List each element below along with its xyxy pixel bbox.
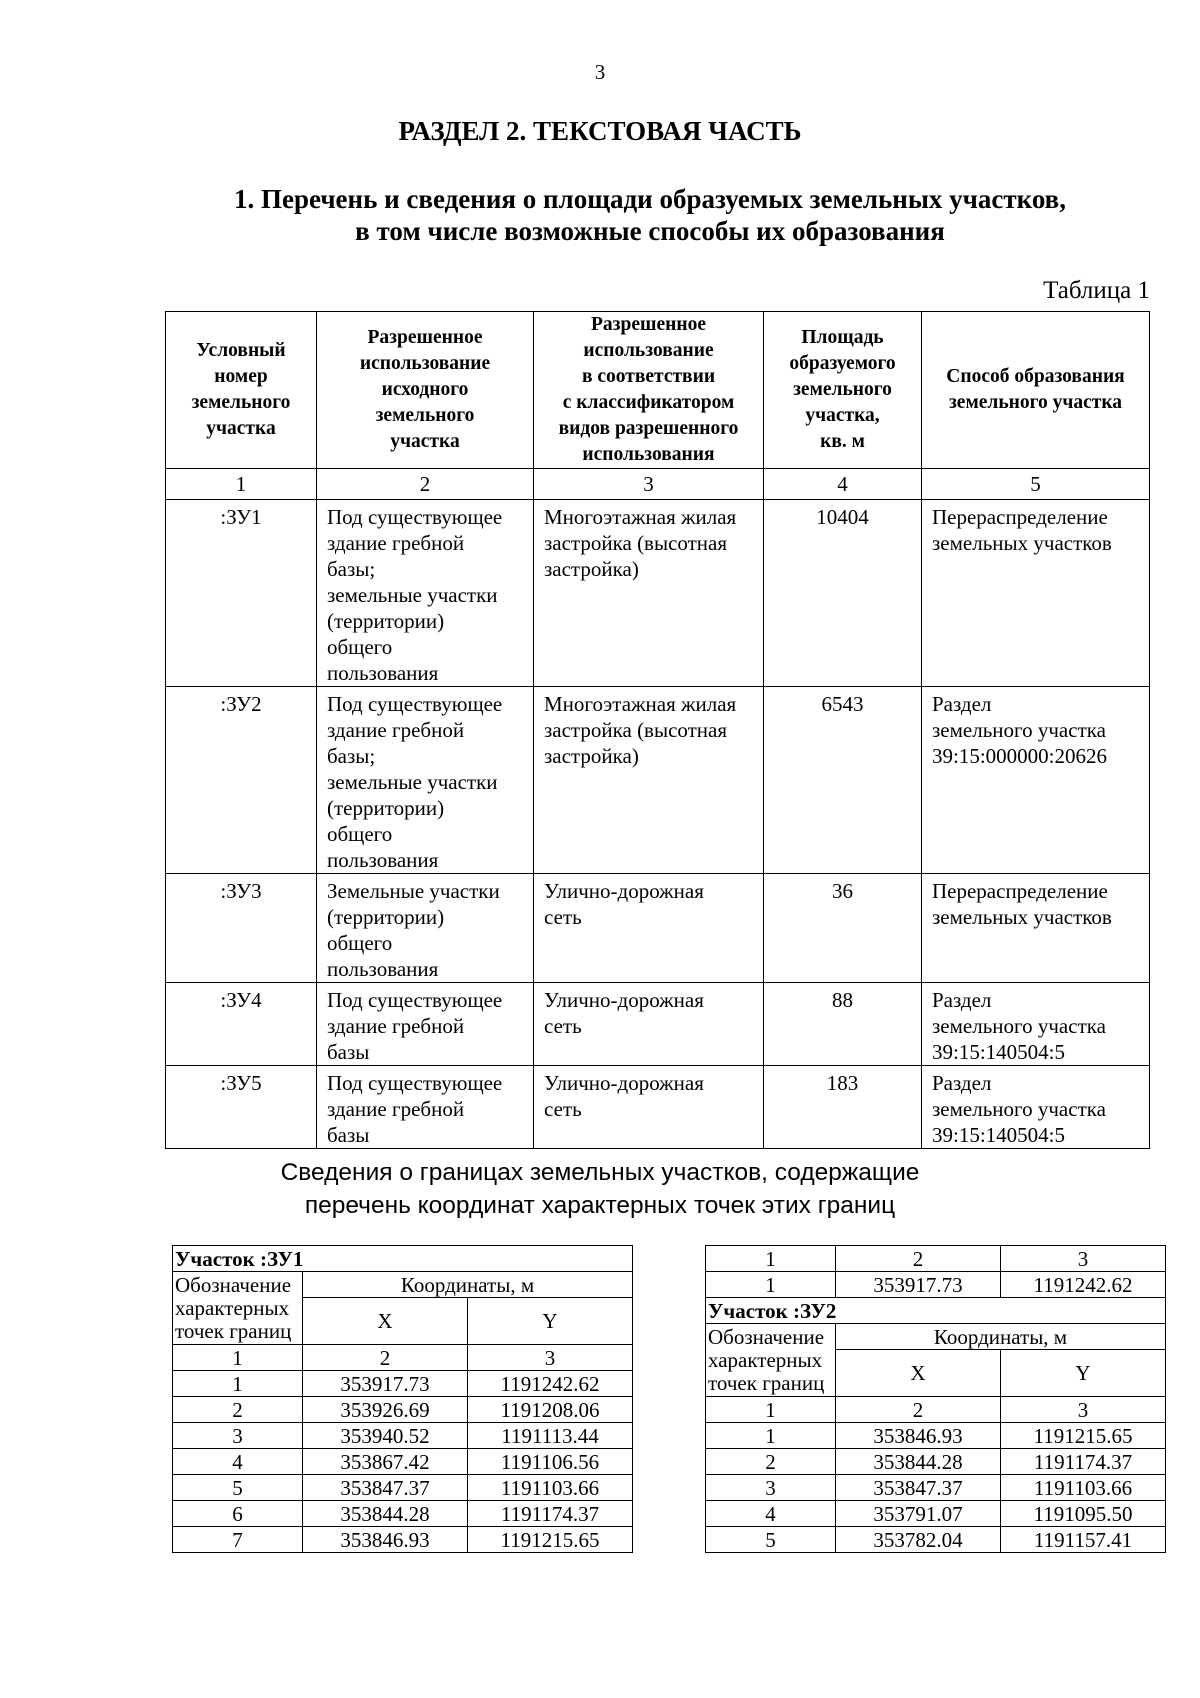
x-coordinate: 353846.93 bbox=[836, 1423, 1001, 1449]
plot-title-row bbox=[173, 1246, 633, 1272]
document-heading bbox=[150, 183, 1150, 247]
formation-method-line: земельных участков bbox=[932, 531, 1112, 555]
plot-number: :ЗУ5 bbox=[166, 1066, 317, 1149]
column-number: 3 bbox=[468, 1345, 633, 1371]
table-row bbox=[166, 1066, 1150, 1149]
column-number-row bbox=[173, 1345, 633, 1371]
point-number: 2 bbox=[706, 1449, 836, 1475]
formation-method-line: 39:15:140504:5 bbox=[932, 1040, 1066, 1064]
coord-header-row bbox=[173, 1272, 633, 1298]
original-use-line: пользования bbox=[327, 661, 439, 685]
column-header-line: использования bbox=[582, 444, 715, 465]
column-number: 4 bbox=[764, 469, 922, 500]
formation-method-line: земельного участка bbox=[932, 1014, 1106, 1038]
point-number: 4 bbox=[706, 1501, 836, 1527]
column-number: 1 bbox=[706, 1397, 836, 1423]
y-coordinate: 1191157.41 bbox=[1001, 1527, 1166, 1553]
formation-method-line: Раздел bbox=[932, 692, 992, 716]
classified-use-cell bbox=[534, 1066, 764, 1149]
column-number: 2 bbox=[317, 469, 534, 500]
plot-number: :ЗУ2 bbox=[166, 687, 317, 874]
classified-use-cell bbox=[534, 983, 764, 1066]
point-number: 7 bbox=[173, 1527, 303, 1553]
classified-use-line: застройка) bbox=[544, 557, 639, 581]
point-number: 1 bbox=[706, 1272, 836, 1298]
column-number: 1 bbox=[166, 469, 317, 500]
column-header-4 bbox=[764, 312, 922, 469]
table-row bbox=[173, 1423, 633, 1449]
x-coordinate: 353846.93 bbox=[303, 1527, 468, 1553]
table-row bbox=[166, 983, 1150, 1066]
classified-use-line: застройка) bbox=[544, 744, 639, 768]
original-use-line: (территории) bbox=[327, 905, 445, 929]
original-use-cell bbox=[317, 983, 534, 1066]
y-coordinate: 1191215.65 bbox=[468, 1527, 633, 1553]
plot-title-row bbox=[706, 1298, 1166, 1324]
designation-line: Обозначение bbox=[175, 1272, 292, 1297]
plot-area: 36 bbox=[764, 874, 922, 983]
designation-line: точек границ bbox=[175, 1318, 292, 1343]
column-number: 5 bbox=[922, 469, 1150, 500]
classified-use-line: сеть bbox=[544, 905, 582, 929]
original-use-cell bbox=[317, 687, 534, 874]
column-header-line: видов разрешенного bbox=[558, 418, 739, 439]
x-coordinate: 353917.73 bbox=[303, 1371, 468, 1397]
column-number: 1 bbox=[173, 1345, 303, 1371]
column-header-line: участка, bbox=[805, 405, 880, 426]
original-use-line: Под существующее bbox=[327, 505, 503, 529]
column-header-line: кв. м bbox=[820, 431, 865, 452]
column-header-line: земельного участка bbox=[948, 392, 1123, 413]
coordinates-heading-line-1: Сведения о границах земельных участков, содержащие bbox=[280, 1159, 920, 1186]
formation-method-line: 39:15:000000:20626 bbox=[932, 744, 1108, 768]
designation-header bbox=[706, 1324, 836, 1397]
original-use-line: Под существующее bbox=[327, 1071, 503, 1095]
y-coordinate: 1191106.56 bbox=[468, 1449, 633, 1475]
designation-line: Обозначение bbox=[708, 1324, 825, 1349]
x-coordinate: 353791.07 bbox=[836, 1501, 1001, 1527]
original-use-line: (территории) bbox=[327, 609, 445, 633]
point-number: 1 bbox=[706, 1423, 836, 1449]
column-number-row bbox=[706, 1246, 1166, 1272]
column-header-line: исходного bbox=[381, 379, 469, 400]
column-header-line: земельного bbox=[375, 405, 475, 426]
table-row bbox=[166, 500, 1150, 687]
y-coordinate: 1191103.66 bbox=[468, 1475, 633, 1501]
plot-area: 183 bbox=[764, 1066, 922, 1149]
table-row bbox=[173, 1475, 633, 1501]
table-row bbox=[173, 1449, 633, 1475]
page-number: 3 bbox=[594, 60, 606, 84]
original-use-line: Земельные участки bbox=[327, 879, 500, 903]
original-use-line: Под существующее bbox=[327, 988, 503, 1012]
original-use-line: пользования bbox=[327, 957, 439, 981]
heading-line-1: 1. Перечень и сведения о площади образуемых земельных участков, bbox=[234, 184, 1066, 214]
table-row bbox=[173, 1501, 633, 1527]
column-header-2 bbox=[317, 312, 534, 469]
y-coordinate: 1191208.06 bbox=[468, 1397, 633, 1423]
original-use-line: общего bbox=[327, 822, 393, 846]
classified-use-line: Улично-дорожная bbox=[544, 879, 704, 903]
plot-title: Участок :ЗУ2 bbox=[706, 1298, 1166, 1324]
original-use-line: Под существующее bbox=[327, 692, 503, 716]
coordinates-table-zu2 bbox=[705, 1245, 1166, 1553]
column-number: 2 bbox=[836, 1397, 1001, 1423]
column-header-line: с классификатором bbox=[562, 392, 735, 413]
y-label: Y bbox=[1001, 1350, 1166, 1397]
x-coordinate: 353940.52 bbox=[303, 1423, 468, 1449]
point-number: 1 bbox=[173, 1371, 303, 1397]
designation-header bbox=[173, 1272, 303, 1345]
plot-area: 6543 bbox=[764, 687, 922, 874]
point-number: 4 bbox=[173, 1449, 303, 1475]
formation-method-line: земельного участка bbox=[932, 1097, 1106, 1121]
y-coordinate: 1191242.62 bbox=[1001, 1272, 1166, 1298]
coordinates-heading-line-2: перечень координат характерных точек этих границ bbox=[304, 1192, 896, 1219]
column-number-row bbox=[706, 1397, 1166, 1423]
table-row bbox=[166, 687, 1150, 874]
table-row bbox=[173, 1397, 633, 1423]
original-use-line: общего bbox=[327, 635, 393, 659]
column-header-line: Площадь bbox=[801, 327, 884, 348]
column-number: 2 bbox=[303, 1345, 468, 1371]
table-row bbox=[706, 1449, 1166, 1475]
column-header-line: использование bbox=[583, 340, 714, 361]
formation-method-line: Раздел bbox=[932, 988, 992, 1012]
y-coordinate: 1191174.37 bbox=[1001, 1449, 1166, 1475]
formation-method-line: земельного участка bbox=[932, 718, 1106, 742]
x-label: X bbox=[303, 1298, 468, 1345]
x-coordinate: 353847.37 bbox=[303, 1475, 468, 1501]
column-header-5 bbox=[922, 312, 1150, 469]
original-use-cell bbox=[317, 1066, 534, 1149]
y-coordinate: 1191174.37 bbox=[468, 1501, 633, 1527]
column-number: 3 bbox=[1001, 1246, 1166, 1272]
original-use-line: пользования bbox=[327, 848, 439, 872]
point-number: 5 bbox=[173, 1475, 303, 1501]
designation-line: характерных bbox=[175, 1295, 290, 1320]
plot-area: 10404 bbox=[764, 500, 922, 687]
column-header-line: Условный bbox=[196, 340, 286, 361]
column-header-line: использование bbox=[359, 353, 491, 374]
table-row bbox=[706, 1501, 1166, 1527]
column-header-line: участка bbox=[206, 418, 276, 439]
original-use-line: земельные участки bbox=[327, 770, 498, 794]
column-header-line: участка bbox=[390, 431, 460, 452]
classified-use-line: Многоэтажная жилая bbox=[544, 692, 737, 716]
column-header-line: номер bbox=[214, 366, 268, 387]
column-number: 3 bbox=[534, 469, 764, 500]
point-number: 6 bbox=[173, 1501, 303, 1527]
original-use-line: базы bbox=[327, 1123, 370, 1147]
column-header-line: Способ образования bbox=[946, 366, 1125, 387]
section-title: РАЗДЕЛ 2. ТЕКСТОВАЯ ЧАСТЬ bbox=[398, 116, 802, 146]
point-number: 3 bbox=[706, 1475, 836, 1501]
x-coordinate: 353917.73 bbox=[836, 1272, 1001, 1298]
classified-use-line: Улично-дорожная bbox=[544, 988, 704, 1012]
coordinates-label: Координаты, м bbox=[303, 1272, 633, 1298]
x-coordinate: 353782.04 bbox=[836, 1527, 1001, 1553]
point-number: 3 bbox=[173, 1423, 303, 1449]
formation-method-line: Перераспределение bbox=[932, 505, 1108, 529]
table-row bbox=[706, 1527, 1166, 1553]
classified-use-line: застройка (высотная bbox=[544, 718, 728, 742]
point-number: 2 bbox=[173, 1397, 303, 1423]
original-use-line: (территории) bbox=[327, 796, 445, 820]
x-coordinate: 353926.69 bbox=[303, 1397, 468, 1423]
original-use-line: земельные участки bbox=[327, 583, 498, 607]
designation-line: характерных bbox=[708, 1347, 823, 1372]
y-coordinate: 1191215.65 bbox=[1001, 1423, 1166, 1449]
point-number: 5 bbox=[706, 1527, 836, 1553]
formation-method-cell bbox=[922, 500, 1150, 687]
table-row bbox=[706, 1272, 1166, 1298]
formation-method-line: Раздел bbox=[932, 1071, 992, 1095]
table-row bbox=[706, 1475, 1166, 1501]
original-use-line: базы; bbox=[327, 557, 376, 581]
original-use-line: общего bbox=[327, 931, 393, 955]
formation-method-cell bbox=[922, 1066, 1150, 1149]
classified-use-line: Улично-дорожная bbox=[544, 1071, 704, 1095]
coordinates-heading bbox=[0, 1156, 1200, 1222]
classified-use-line: сеть bbox=[544, 1014, 582, 1038]
original-use-line: здание гребной bbox=[327, 531, 465, 555]
column-number-row bbox=[166, 469, 1150, 500]
formation-method-cell bbox=[922, 983, 1150, 1066]
y-coordinate: 1191242.62 bbox=[468, 1371, 633, 1397]
column-header-line: образуемого bbox=[789, 353, 896, 374]
y-coordinate: 1191113.44 bbox=[468, 1423, 633, 1449]
table-row bbox=[173, 1371, 633, 1397]
plot-number: :ЗУ1 bbox=[166, 500, 317, 687]
formation-method-cell bbox=[922, 874, 1150, 983]
column-header-3 bbox=[534, 312, 764, 469]
table-row bbox=[173, 1527, 633, 1553]
table-row bbox=[706, 1423, 1166, 1449]
classified-use-line: застройка (высотная bbox=[544, 531, 728, 555]
classified-use-line: сеть bbox=[544, 1097, 582, 1121]
table-header-row bbox=[166, 312, 1150, 469]
y-coordinate: 1191095.50 bbox=[1001, 1501, 1166, 1527]
formation-method-line: 39:15:140504:5 bbox=[932, 1123, 1066, 1147]
classified-use-cell bbox=[534, 687, 764, 874]
original-use-line: базы bbox=[327, 1040, 370, 1064]
column-header-line: Разрешенное bbox=[591, 314, 706, 335]
x-coordinate: 353847.37 bbox=[836, 1475, 1001, 1501]
classified-use-cell bbox=[534, 500, 764, 687]
column-number: 1 bbox=[706, 1246, 836, 1272]
formation-method-line: земельных участков bbox=[932, 905, 1112, 929]
y-label: Y bbox=[468, 1298, 633, 1345]
coord-header-row bbox=[706, 1324, 1166, 1350]
original-use-cell bbox=[317, 500, 534, 687]
classified-use-line: Многоэтажная жилая bbox=[544, 505, 737, 529]
original-use-line: здание гребной bbox=[327, 1014, 465, 1038]
formation-method-line: Перераспределение bbox=[932, 879, 1108, 903]
column-header-1 bbox=[166, 312, 317, 469]
plot-area: 88 bbox=[764, 983, 922, 1066]
original-use-line: базы; bbox=[327, 744, 376, 768]
plot-number: :ЗУ4 bbox=[166, 983, 317, 1066]
x-coordinate: 353844.28 bbox=[303, 1501, 468, 1527]
table-row bbox=[166, 874, 1150, 983]
column-header-line: Разрешенное bbox=[367, 327, 483, 348]
original-use-cell bbox=[317, 874, 534, 983]
designation-line: точек границ bbox=[708, 1370, 825, 1395]
x-coordinate: 353844.28 bbox=[836, 1449, 1001, 1475]
table-caption: Таблица 1 bbox=[1043, 277, 1150, 304]
original-use-line: здание гребной bbox=[327, 1097, 465, 1121]
plot-number: :ЗУ3 bbox=[166, 874, 317, 983]
plot-title: Участок :ЗУ1 bbox=[173, 1246, 633, 1272]
x-label: X bbox=[836, 1350, 1001, 1397]
classified-use-cell bbox=[534, 874, 764, 983]
formation-method-cell bbox=[922, 687, 1150, 874]
y-coordinate: 1191103.66 bbox=[1001, 1475, 1166, 1501]
coordinates-label: Координаты, м bbox=[836, 1324, 1166, 1350]
coordinates-table-zu1 bbox=[172, 1245, 633, 1553]
heading-line-2: в том числе возможные способы их образования bbox=[355, 216, 945, 246]
original-use-line: здание гребной bbox=[327, 718, 465, 742]
x-coordinate: 353867.42 bbox=[303, 1449, 468, 1475]
column-header-line: земельного bbox=[793, 379, 892, 400]
column-header-line: в соответствии bbox=[581, 366, 716, 387]
column-number: 3 bbox=[1001, 1397, 1166, 1423]
column-header-line: земельного bbox=[191, 392, 291, 413]
column-number: 2 bbox=[836, 1246, 1001, 1272]
land-plots-table bbox=[165, 311, 1150, 1149]
